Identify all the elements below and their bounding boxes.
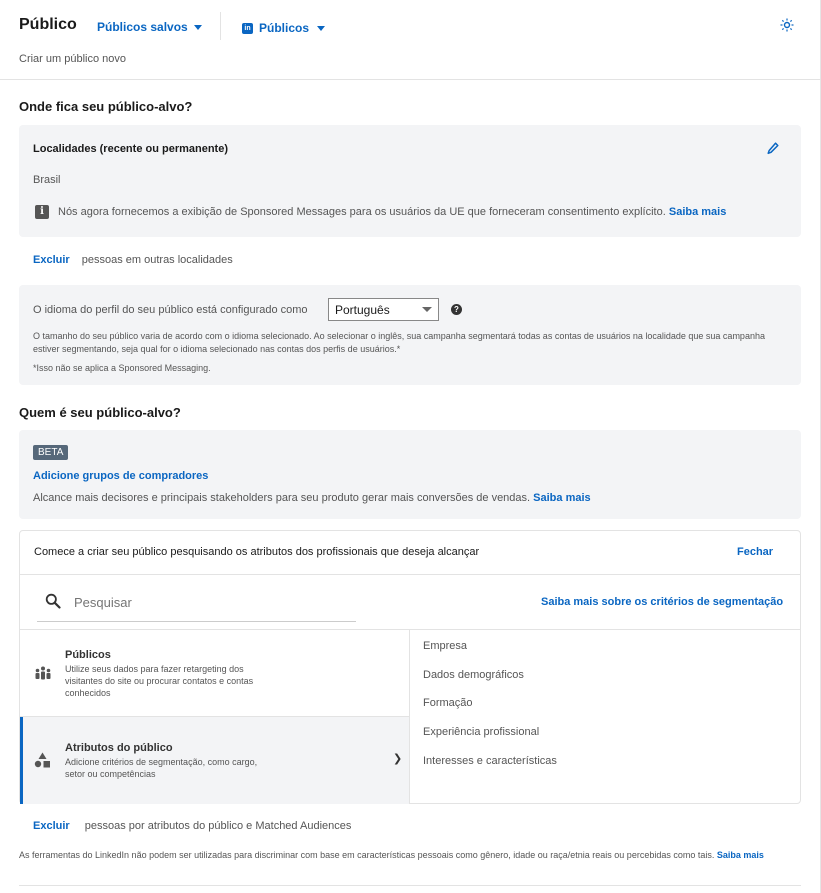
close-builder-link[interactable]: Fechar bbox=[737, 546, 774, 558]
audience-builder-card bbox=[19, 530, 801, 804]
people-group-icon bbox=[34, 666, 52, 680]
attribute-work-experience[interactable]: Experiência profissional bbox=[423, 726, 540, 738]
language-footnote: *Isso não se aplica a Sponsored Messaging. bbox=[33, 363, 211, 373]
column-divider bbox=[409, 630, 410, 804]
category-desc: Adicione critérios de segmentação, como cargo, setor ou competências bbox=[65, 757, 258, 779]
buyer-groups-link[interactable]: Adicione grupos de compradores bbox=[33, 470, 209, 482]
info-icon: i bbox=[35, 205, 49, 219]
help-icon[interactable]: ? bbox=[451, 304, 462, 315]
builder-intro: Comece a criar seu público pesquisando os atributos dos profissionais que deseja alcançar bbox=[34, 546, 480, 558]
shapes-icon bbox=[34, 752, 51, 768]
search-icon bbox=[45, 593, 61, 609]
language-selected-value: Português bbox=[335, 302, 390, 317]
disclaimer-text: As ferramentas do LinkedIn não podem ser utilizadas para discriminar com base em características pessoais como gênero, idade ou raça/etnia reais ou percebidas como tais. bbox=[19, 850, 715, 860]
header-divider bbox=[220, 12, 221, 40]
category-desc: Utilize seus dados para fazer retargeting dos visitantes do site ou procurar contatos e contas conhecidos bbox=[65, 664, 254, 698]
search-underline bbox=[37, 621, 356, 622]
language-prefix: O idioma do perfil do seu público está configurado como bbox=[33, 304, 308, 316]
page-subtitle: Criar um público novo bbox=[19, 53, 126, 65]
buyer-groups-panel bbox=[19, 430, 801, 519]
category-audiences[interactable] bbox=[20, 630, 409, 716]
audiences-dropdown[interactable] bbox=[242, 21, 325, 35]
exclude-attributes-link[interactable]: Excluir bbox=[33, 820, 70, 832]
chevron-right-icon: ❯ bbox=[393, 753, 403, 765]
saved-audiences-label: Públicos salvos bbox=[97, 20, 188, 34]
eu-notice-text: Nós agora fornecemos a exibição de Sponsored Messages para os usuários da UE que forneceram consentimento explícito. bbox=[58, 206, 666, 218]
disclaimer bbox=[19, 849, 789, 862]
category-audience-attributes[interactable] bbox=[20, 717, 409, 804]
header-separator bbox=[0, 79, 821, 80]
language-note: O tamanho do seu público varia de acordo com o idioma selecionado. Ao selecionar o inglês, sua campanha segmentará todas as contas de usuários na localidade que sua campanha estiver segmentando, seja qual for o idioma selecionado nas contas dos perfis de usuários.* bbox=[33, 331, 765, 354]
language-select[interactable] bbox=[328, 298, 439, 321]
buyer-groups-desc-row bbox=[33, 492, 591, 504]
location-heading: Onde fica seu público-alvo? bbox=[19, 99, 193, 114]
chevron-down-icon bbox=[194, 25, 202, 30]
saved-audiences-dropdown[interactable] bbox=[97, 20, 202, 34]
who-heading: Quem é seu público-alvo? bbox=[19, 405, 181, 420]
location-label: Localidades (recente ou permanente) bbox=[33, 143, 228, 155]
language-panel bbox=[19, 285, 801, 385]
chevron-down-icon bbox=[422, 307, 432, 312]
exclude-locations-link[interactable]: Excluir bbox=[33, 254, 70, 266]
attribute-demographics[interactable]: Dados demográficos bbox=[423, 669, 524, 681]
exclude-attributes-row bbox=[33, 820, 351, 832]
linkedin-icon: in bbox=[242, 23, 253, 34]
exclude-locations-text: pessoas em outras localidades bbox=[81, 254, 233, 266]
disclaimer-learn-more[interactable]: Saiba mais bbox=[716, 850, 764, 860]
category-title: Públicos bbox=[65, 649, 111, 661]
pencil-icon[interactable] bbox=[767, 142, 779, 155]
page-title: Público bbox=[19, 16, 77, 33]
exclude-attributes-text: pessoas por atributos do público e Matched Audiences bbox=[84, 820, 352, 832]
beta-badge: BETA bbox=[33, 445, 68, 460]
attribute-education[interactable]: Formação bbox=[423, 697, 473, 709]
criteria-learn-more-link[interactable]: Saiba mais sobre os critérios de segmentação bbox=[541, 596, 784, 608]
buyer-groups-learn-more[interactable]: Saiba mais bbox=[533, 492, 591, 504]
buyer-groups-desc: Alcance mais decisores e principais stakeholders para seu produto gerar mais conversões de vendas. bbox=[33, 492, 531, 504]
exclude-locations-row bbox=[33, 254, 233, 266]
eu-notice-learn-more[interactable]: Saiba mais bbox=[668, 206, 727, 218]
audiences-label: Públicos bbox=[259, 21, 310, 35]
chevron-down-icon bbox=[317, 26, 325, 31]
lightbulb-icon[interactable] bbox=[780, 18, 794, 32]
eu-notice bbox=[58, 206, 726, 218]
intro-separator bbox=[20, 574, 800, 575]
location-panel bbox=[19, 125, 801, 237]
footer-separator bbox=[19, 885, 801, 886]
search-input[interactable] bbox=[74, 591, 354, 613]
location-value: Brasil bbox=[33, 174, 61, 186]
attribute-company[interactable]: Empresa bbox=[423, 640, 468, 652]
category-title: Atributos do público bbox=[65, 742, 173, 754]
attribute-interests[interactable]: Interesses e características bbox=[423, 755, 557, 767]
